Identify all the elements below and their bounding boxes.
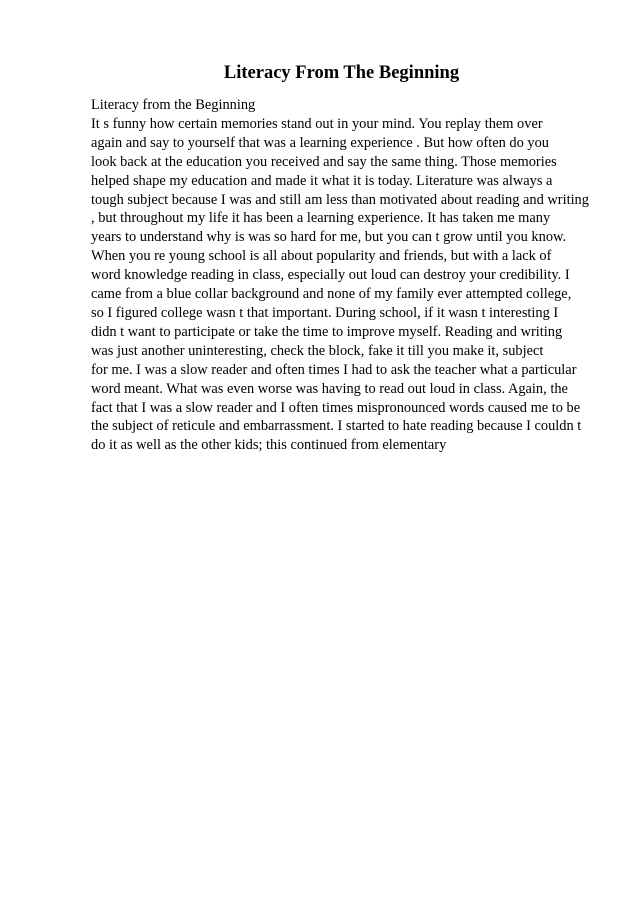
text-line: the subject of reticule and embarrassment. I started to hate reading because I couldn t	[91, 418, 582, 435]
text-line: look back at the education you received and say the same thing. Those memories	[91, 153, 557, 170]
text-line: , but throughout my life it has been a learning experience. It has taken me many	[91, 210, 551, 227]
text-line: was just another uninteresting, check the block, fake it till you make it, subject	[91, 342, 544, 359]
document-title: Literacy From The Beginning	[223, 63, 460, 83]
text-line: didn t want to participate or take the time to improve myself. Reading and writing	[91, 323, 563, 340]
text-line: When you re young school is all about popularity and friends, but with a lack of	[91, 248, 552, 265]
text-line: word meant. What was even worse was having to read out loud in class. Again, the	[91, 380, 568, 397]
text-line: so I figured college wasn t that important. During school, if it wasn t interesting I	[91, 304, 559, 321]
text-line: for me. I was a slow reader and often times I had to ask the teacher what a particular	[91, 361, 577, 378]
text-line: It s funny how certain memories stand out in your mind. You replay them over	[91, 115, 543, 132]
document-body	[91, 96, 611, 455]
text-line: word knowledge reading in class, especially out loud can destroy your credibility. I	[91, 267, 570, 284]
text-line: fact that I was a slow reader and I often times mispronounced words caused me to be	[91, 399, 581, 416]
text-line: years to understand why is was so hard for me, but you can t grow until you know.	[91, 229, 567, 246]
text-line: Literacy from the Beginning	[91, 97, 256, 113]
text-line: helped shape my education and made it what it is today. Literature was always a	[91, 172, 553, 189]
text-line: again and say to yourself that was a learning experience . But how often do you	[91, 134, 549, 151]
text-line: came from a blue collar background and none of my family ever attempted college,	[91, 286, 572, 303]
text-line: tough subject because I was and still am less than motivated about reading and writing	[91, 191, 589, 208]
text-line: do it as well as the other kids; this continued from elementary	[91, 437, 447, 454]
